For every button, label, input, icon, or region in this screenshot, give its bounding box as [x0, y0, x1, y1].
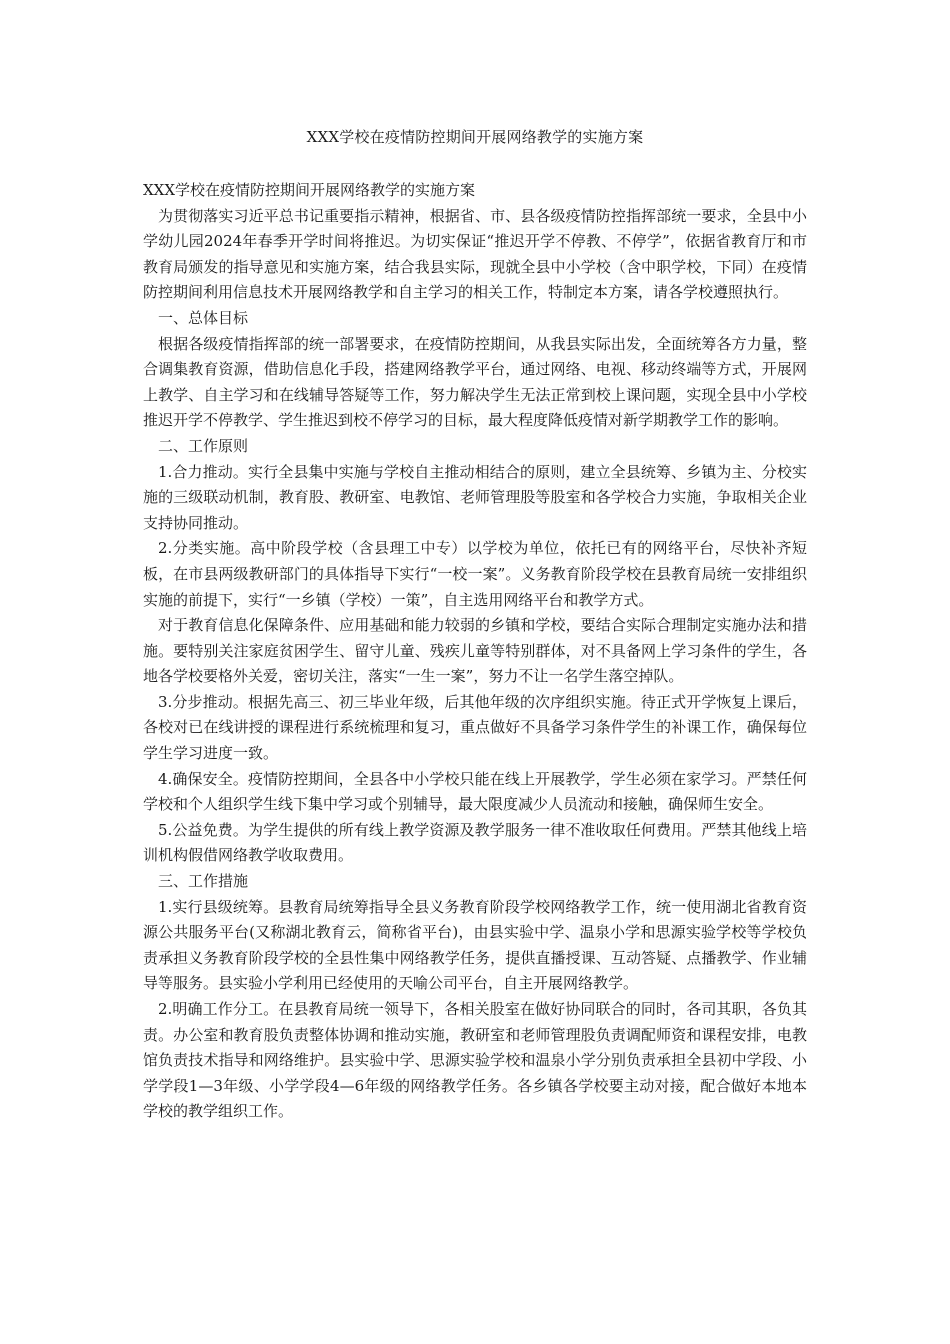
paragraph-principle-5: 5.公益免费。为学生提供的所有线上教学资源及教学服务一律不准收取任何费用。严禁其他线上培训机构假借网络教学收取费用。	[143, 820, 807, 865]
document-subtitle: XXX学校在疫情防控期间开展网络教学的实施方案	[143, 181, 476, 199]
section-heading-principles: 二、工作原则	[158, 436, 249, 455]
paragraph-principle-2: 2.分类实施。高中阶段学校（含县理工中专）以学校为单位，依托已有的网络平台，尽快补齐短板，在市县两级教研部门的具体指导下实行“一校一案”。义务教育阶段学校在县教育局统一安排组织实施的前提下，实行“一乡镇（学校）一策”，自主选用网络平台和教学方式。	[143, 539, 807, 609]
document-title: XXX学校在疫情防控期间开展网络教学的实施方案	[306, 128, 644, 146]
paragraph-principle-3: 3.分步推动。根据先高三、初三毕业年级，后其他年级的次序组织实施。待正式开学恢复上课后，各校对已在线讲授的课程进行系统梳理和复习，重点做好不具备学习条件学生的补课工作，确保每位学生学习进度一致。	[143, 692, 807, 763]
document-body	[143, 178, 807, 1125]
paragraph-principle-2-support: 对于教育信息化保障条件、应用基础和能力较弱的乡镇和学校，要结合实际合理制定实施办法和措施。要特别关注家庭贫困学生、留守儿童、残疾儿童等特别群体，对不具备网上学习条件的学生，各地各学校要格外关爱，密切关注，落实“一生一案”，努力不让一名学生落空掉队。	[143, 616, 807, 686]
paragraph-overall-goal: 根据各级疫情指挥部的统一部署要求，在疫情防控期间，从我县实际出发，全面统筹各方力量，整合调集教育资源，借助信息化手段，搭建网络教学平台，通过网络、电视、移动终端等方式，开展网上教学、自主学习和在线辅导答疑等工作，努力解决学生无法正常到校上课问题，实现全县中小学校推迟开学不停教学、学生推迟到校不停学习的目标，最大程度降低疫情对新学期教学工作的影响。	[143, 334, 807, 430]
paragraph-intro: 为贯彻落实习近平总书记重要指示精神，根据省、市、县各级疫情防控指挥部统一要求，全县中小学幼儿园2024年春季开学时间将推迟。为切实保证“推迟开学不停教、不停学”，依据省教育厅和市教育局颁发的指导意见和实施方案，结合我县实际，现就全县中小学校（含中职学校，下同）在疫情防控期间利用信息技术开展网络教学和自主学习的相关工作，特制定本方案，请各学校遵照执行。	[143, 206, 807, 302]
paragraph-measure-1: 1.实行县级统筹。县教育局统筹指导全县义务教育阶段学校网络教学工作，统一使用湖北省教育资源公共服务平台(又称湖北教育云，简称省平台)，由县实验中学、温泉小学和思源实验学校等学校负责承担义务教育阶段学校的全县性集中网络教学任务，提供直播授课、互动答疑、点播教学、作业辅导等服务。县实验小学利用已经使用的天喻公司平台，自主开展网络教学。	[143, 897, 807, 993]
paragraph-principle-1: 1.合力推动。实行全县集中实施与学校自主推动相结合的原则，建立全县统筹、乡镇为主、分校实施的三级联动机制，教育股、教研室、电教馆、老师管理股等股室和各学校合力实施，争取相关企业支持协同推动。	[143, 462, 807, 532]
paragraph-principle-4: 4.确保安全。疫情防控期间，全县各中小学校只能在线上开展教学，学生必须在家学习。严禁任何学校和个人组织学生线下集中学习或个别辅导，最大限度减少人员流动和接触，确保师生安全。	[143, 769, 807, 814]
section-heading-measures: 三、工作措施	[158, 872, 249, 891]
paragraph-measure-2: 2.明确工作分工。在县教育局统一领导下，各相关股室在做好协同联合的同时，各司其职，各负其责。办公室和教育股负责整体协调和推动实施，教研室和老师管理股负责调配师资和课程安排，电教馆负责技术指导和网络维护。县实验中学、思源实验学校和温泉小学分别负责承担全县初中学段、小学学段1—3年级、小学学段4—6年级的网络教学任务。各乡镇各学校要主动对接，配合做好本地本学校的教学组织工作。	[143, 1000, 807, 1121]
section-heading-overall-goal: 一、总体目标	[158, 308, 249, 327]
